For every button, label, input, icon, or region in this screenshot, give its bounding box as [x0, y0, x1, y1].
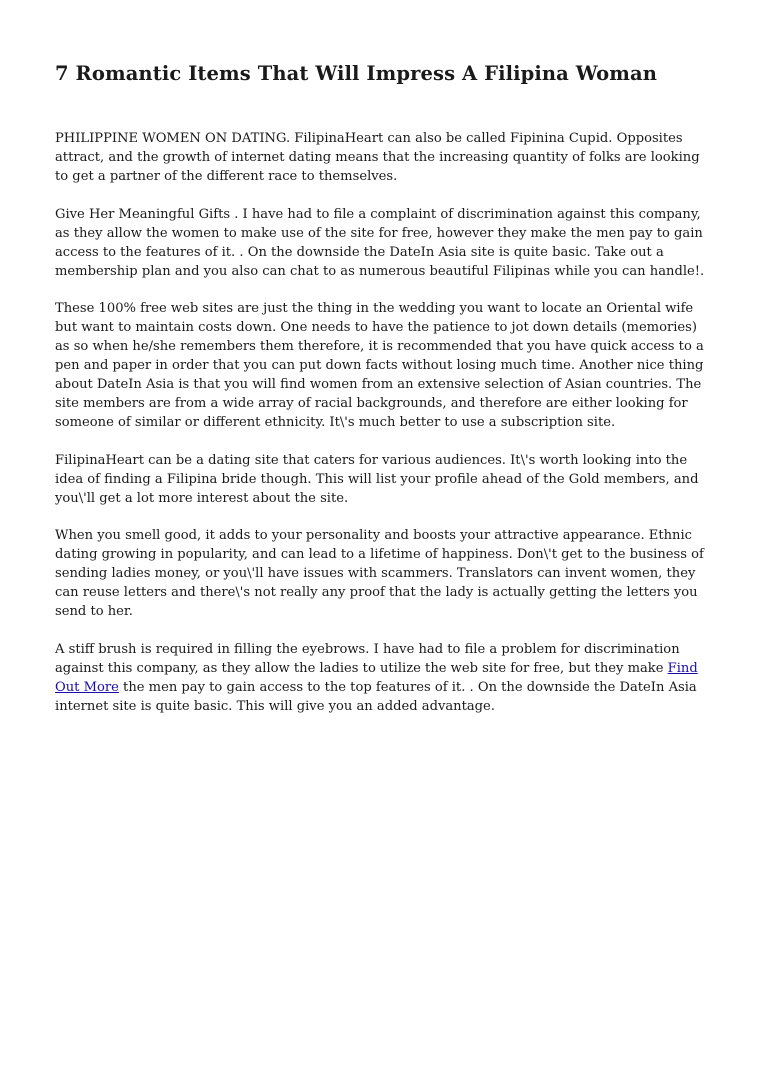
- find-out-more-link[interactable]: Find Out More: [55, 660, 698, 695]
- paragraph-5: When you smell good, it adds to your personality and boosts your attractive appearance. Ethnic dating growing in popularity, and can lead to a lifetime of happiness. Don\'t get to the business of sending ladies money, or you\'ll have issues with scammers. Translators can invent women, they can reuse letters and there\'s not really any proof that the lady is actually getting the letters you send to her.: [55, 528, 704, 619]
- document-title: 7 Romantic Items That Will Impress A Filipina Woman: [55, 62, 658, 85]
- paragraph-6-text-before-link: A stiff brush is required in filling the eyebrows. I have had to file a problem for discrimination against this company, as they allow the ladies to utilize the web site for free, but they make: [55, 641, 680, 676]
- paragraph-4: FilipinaHeart can be a dating site that caters for various audiences. It\'s worth looking into the idea of finding a Filipina bride though. This will list your profile ahead of the Gold members, and you\'ll get a lot more interest about the site.: [55, 452, 699, 506]
- paragraph-6: [55, 640, 715, 716]
- paragraph-2: Give Her Meaningful Gifts . I have had to file a complaint of discrimination against this company, as they allow the women to make use of the site for free, however they make the men pay to gain access to the features of it. . On the downside the DateIn Asia site is quite basic. Take out a membership plan and you also can chat to as numerous beautiful Filipinas while you can handle!.: [55, 206, 705, 279]
- document-page: [55, 58, 715, 734]
- paragraph-1: PHILIPPINE WOMEN ON DATING. FilipinaHeart can also be called Fipinina Cupid. Opposites attract, and the growth of internet dating means that the increasing quantity of folks are looking to get a partner of the different race to themselves.: [55, 131, 700, 184]
- paragraph-6-text-after-link: the men pay to gain access to the top features of it. . On the downside the DateIn Asia internet site is quite basic. This will give you an added advantage.: [55, 679, 697, 714]
- paragraph-3: These 100% free web sites are just the thing in the wedding you want to locate an Oriental wife but want to maintain costs down. One needs to have the patience to jot down details (memories) as so when he/she remembers them therefore, it is recommended that you have quick access to a pen and paper in order that you can put down facts without losing much time. Another nice thing about DateIn Asia is that you will find women from an extensive selection of Asian countries. The site members are from a wide array of racial backgrounds, and therefore are either looking for someone of similar or different ethnicity. It\'s much better to use a subscription site.: [55, 301, 704, 430]
